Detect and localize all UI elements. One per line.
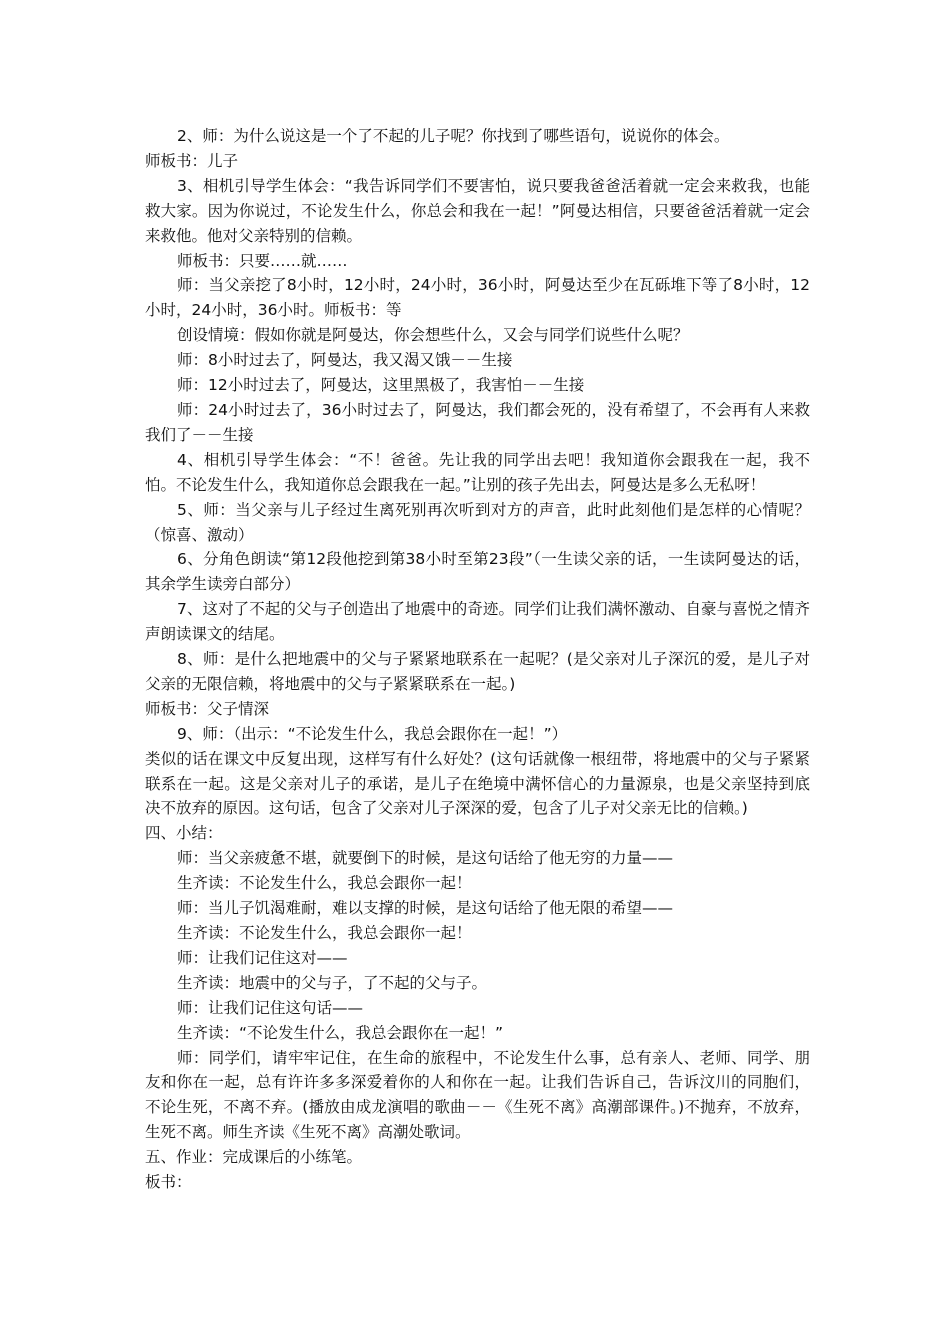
paragraph: 师：8小时过去了，阿曼达，我又渴又饿－－生接 [177, 351, 513, 370]
paragraph: 创设情境：假如你就是阿曼达，你会想些什么，又会与同学们说些什么呢？ [177, 326, 689, 345]
paragraph: 9、师：（出示：“不论发生什么，我总会跟你在一起！”） [177, 724, 568, 743]
paragraph: 师：12小时过去了，阿曼达，这里黑极了，我害怕－－生接 [177, 376, 585, 395]
paragraph: 3、相机引导学生体会：“我告诉同学们不要害怕，说只要我爸爸活着就一定会来救我，也能救大家。因为你说过，不论发生什么，你总会和我在一起！”阿曼达相信，只要爸爸活着就一定会来救他。他对父亲特别的信赖。 [145, 176, 810, 245]
paragraph: 五、作业：完成课后的小练笔。 [145, 1148, 363, 1167]
paragraph: 师：当父亲挖了8小时，12小时，24小时，36小时，阿曼达至少在瓦砾堆下等了8小时，12小时，24小时，36小时。师板书：等 [145, 276, 810, 320]
paragraph: 2、师：为什么说这是一个了不起的儿子呢？你找到了哪些语句，说说你的体会。 [177, 127, 730, 145]
paragraph: 生齐读：不论发生什么，我总会跟你一起！ [177, 924, 472, 942]
paragraph: 类似的话在课文中反复出现，这样写有什么好处？(这句话就像一根纽带，将地震中的父与子紧紧联系在一起。这是父亲对儿子的承诺，是儿子在绝境中满怀信心的力量源泉，也是父亲坚持到底决不放弃的原因。这句话，包含了父亲对儿子深深的爱，包含了儿子对父亲无比的信赖。) [145, 749, 810, 818]
paragraph: 生齐读：地震中的父与子，了不起的父与子。 [177, 973, 488, 992]
paragraph: 师板书：父子情深 [145, 699, 270, 718]
paragraph: 师：让我们记住这句话—— [177, 998, 364, 1017]
paragraph: 生齐读：不论发生什么，我总会跟你一起！ [177, 874, 472, 893]
paragraph: 8、师：是什么把地震中的父与子紧紧地联系在一起呢？(是父亲对儿子深沉的爱，是儿子对父亲的无限信赖，将地震中的父与子紧紧联系在一起。) [145, 650, 810, 693]
paragraph: 四、小结： [145, 824, 223, 843]
paragraph: 7、这对了不起的父与子创造出了地震中的奇迹。同学们让我们满怀激动、自豪与喜悦之情齐声朗读课文的结尾。 [145, 600, 810, 644]
paragraph: 5、师：当父亲与儿子经过生离死别再次听到对方的声音，此时此刻他们是怎样的心情呢？（惊喜、激动） [145, 500, 810, 544]
paragraph: 4、相机引导学生体会：“不！爸爸。先让我的同学出去吧！我知道你会跟我在一起，我不怕。不论发生什么，我知道你总会跟我在一起。”让别的孩子先出去，阿曼达是多么无私呀！ [145, 450, 810, 494]
paragraph: 师：同学们，请牢牢记住，在生命的旅程中，不论发生什么事，总有亲人、老师、同学、朋友和你在一起，总有许许多多深爱着你的人和你在一起。让我们告诉自己，告诉汶川的同胞们，不论生死，不离不弃。(播放由成龙演唱的歌曲－－《生死不离》高潮部课件。)不抛弃，不放弃，生死不离。师生齐读《生死不离》高潮处歌词。 [145, 1048, 810, 1142]
paragraph: 师：当儿子饥渴难耐，难以支撑的时候，是这句话给了他无限的希望—— [177, 899, 674, 918]
paragraph: 6、分角色朗读“第12段他挖到第38小时至第23段”（一生读父亲的话，一生读阿曼达的话，其余学生读旁白部分） [145, 550, 810, 594]
paragraph: 师板书：儿子 [145, 151, 239, 170]
paragraph: 师：当父亲疲惫不堪，就要倒下的时候，是这句话给了他无穷的力量—— [177, 849, 674, 868]
document-body [145, 124, 810, 1195]
paragraph: 师：让我们记住这对—— [177, 948, 348, 967]
paragraph: 板书： [145, 1173, 192, 1192]
paragraph: 生齐读：“不论发生什么，我总会跟你在一起！” [177, 1023, 504, 1042]
paragraph: 师：24小时过去了，36小时过去了，阿曼达，我们都会死的，没有希望了，不会再有人来救我们了－－生接 [145, 400, 810, 444]
paragraph: 师板书：只要……就…… [177, 251, 348, 270]
